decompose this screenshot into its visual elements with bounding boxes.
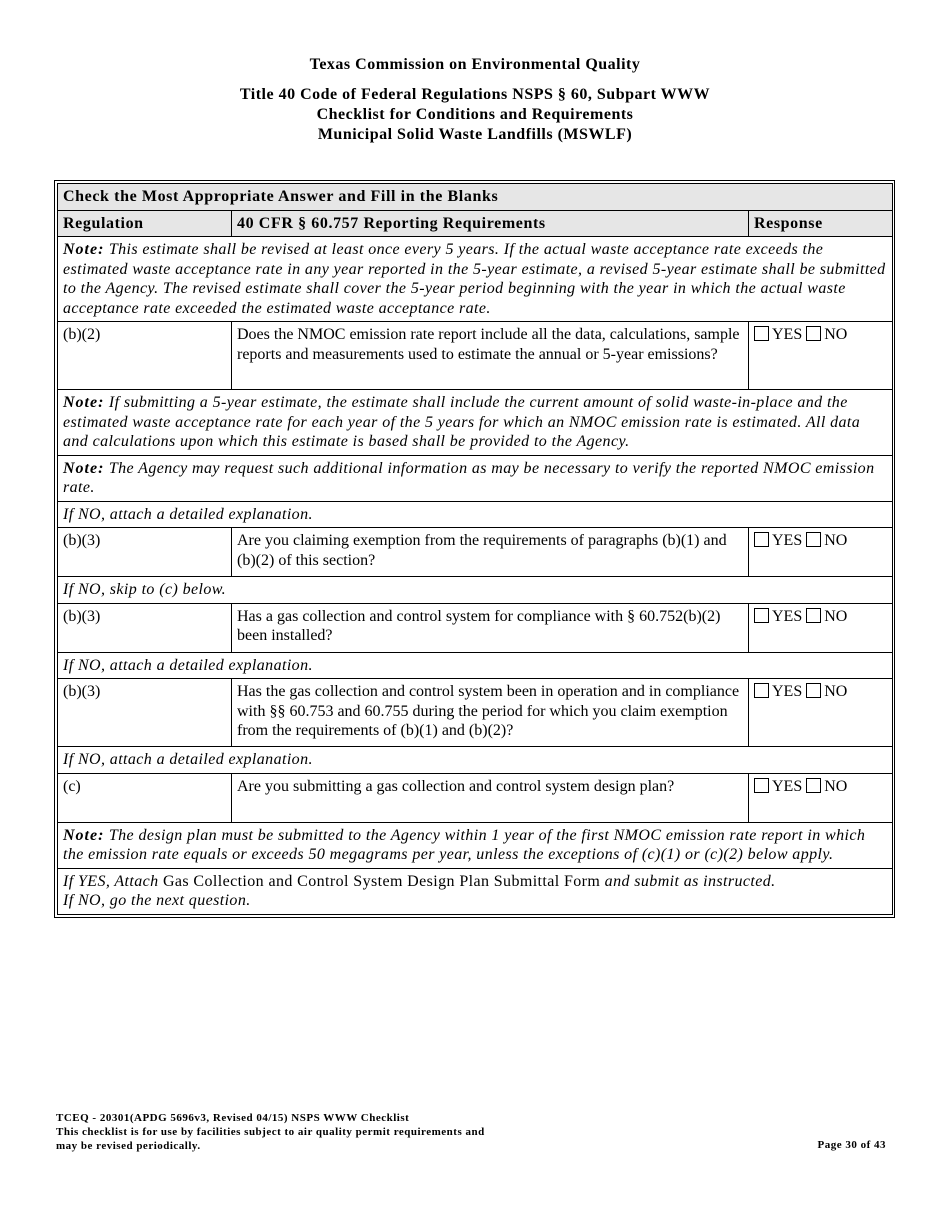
title-line-1: Title 40 Code of Federal Regulations NSPS § 60, Subpart WWW <box>239 86 711 103</box>
no-checkbox[interactable] <box>806 683 821 698</box>
question-text: Are you submitting a gas collection and control system design plan? <box>232 773 749 822</box>
title-line-2: Checklist for Conditions and Requirements <box>316 106 634 123</box>
header-row <box>58 210 893 237</box>
final-instruction <box>58 868 893 914</box>
response-cell <box>749 322 893 390</box>
note-3 <box>58 455 893 501</box>
question-row <box>58 603 893 652</box>
note-1 <box>58 237 893 322</box>
note-row <box>58 822 893 868</box>
question-text: Has the gas collection and control system been in operation and in compliance with §§ 60.753 and 60.755 during the period for which you claim exemption from the requirements of (b)(1) and (b)(2)? <box>232 679 749 747</box>
regulation-cell: (b)(3) <box>58 679 232 747</box>
no-label: NO <box>824 607 848 625</box>
footer-disclaimer-2: may be revised periodically. <box>56 1140 201 1152</box>
instruction-row <box>58 652 893 679</box>
column-header-requirements: 40 CFR § 60.757 Reporting Requirements <box>232 210 749 237</box>
page-number: Page 30 of 43 <box>817 1139 886 1151</box>
footer <box>56 1111 485 1153</box>
no-label: NO <box>824 532 848 549</box>
instruction-row <box>58 577 893 604</box>
response-cell <box>749 528 893 577</box>
footer-form-id: TCEQ - 20301(APDG 5696v3, Revised 04/15) NSPS WWW Checklist <box>56 1112 410 1124</box>
response-cell <box>749 773 893 822</box>
title-line-3: Municipal Solid Waste Landfills (MSWLF) <box>317 126 633 143</box>
if-no-text: If NO, go the next question. <box>63 892 251 909</box>
instruction-1: If NO, attach a detailed explanation. <box>58 501 893 528</box>
yes-label: YES <box>772 777 803 795</box>
yes-label: YES <box>772 532 803 549</box>
no-label: NO <box>824 683 848 700</box>
note-text: If submitting a 5-year estimate, the estimate shall include the current amount of solid waste-in-place and the estimated waste acceptance rate for each year of the 5 years for which an NMOC emission rate is estimated. All data and calculations upon which this estimate is based shall be provided to the Agency. <box>63 394 861 450</box>
note-text: The design plan must be submitted to the Agency within 1 year of the first NMOC emission rate report in which the emission rate equals or exceeds 50 megagrams per year, unless the exceptions of (c)(1) or (c)(2) below apply. <box>63 826 866 863</box>
question-text: Has a gas collection and control system for compliance with § 60.752(b)(2) been installed? <box>232 603 749 652</box>
yes-checkbox[interactable] <box>754 532 769 547</box>
note-label: Note: <box>63 241 105 258</box>
note-2 <box>58 390 893 456</box>
note-row <box>58 390 893 456</box>
note-row <box>58 237 893 322</box>
checklist-table <box>57 183 893 915</box>
submit-text: and submit as instructed. <box>604 872 776 890</box>
if-yes-text: If YES, Attach <box>63 872 159 890</box>
note-text: The Agency may request such additional information as may be necessary to verify the reported NMOC emission rate. <box>63 459 875 496</box>
note-label: Note: <box>63 459 105 477</box>
instruction-4: If NO, attach a detailed explanation. <box>58 747 893 774</box>
yes-label: YES <box>772 326 803 343</box>
question-row <box>58 773 893 822</box>
regulation-cell: (b)(3) <box>58 603 232 652</box>
instruction-3: If NO, attach a detailed explanation. <box>58 652 893 679</box>
banner: Check the Most Appropriate Answer and Fill in the Blanks <box>58 184 893 211</box>
instruction-row <box>58 868 893 914</box>
instruction-row <box>58 747 893 774</box>
question-text: Are you claiming exemption from the requirements of paragraphs (b)(1) and (b)(2) of this section? <box>232 528 749 577</box>
no-checkbox[interactable] <box>806 326 821 341</box>
response-cell <box>749 603 893 652</box>
instruction-row <box>58 501 893 528</box>
regulation-cell: (b)(2) <box>58 322 232 390</box>
no-checkbox[interactable] <box>806 532 821 547</box>
agency-title: Texas Commission on Environmental Quality <box>309 56 641 73</box>
no-checkbox[interactable] <box>806 778 821 793</box>
instruction-2: If NO, skip to (c) below. <box>58 577 893 604</box>
regulation-cell: (c) <box>58 773 232 822</box>
question-row <box>58 322 893 390</box>
column-header-response: Response <box>749 210 893 237</box>
question-row <box>58 528 893 577</box>
footer-disclaimer-1: This checklist is for use by facilities subject to air quality permit requirements and <box>56 1126 485 1138</box>
form-name: Gas Collection and Control System Design Plan Submittal Form <box>162 872 601 890</box>
no-checkbox[interactable] <box>806 608 821 623</box>
note-text: This estimate shall be revised at least once every 5 years. If the actual waste acceptance rate exceeds the estimated waste acceptance rate in any year reported in the 5-year estimate, a revised 5-year estimate shall be submitted to the Agency. The revised estimate shall cover the 5-year period beginning with the year in which the actual waste acceptance rate exceeded the estimated waste acceptance rate. <box>63 241 886 317</box>
question-row <box>58 679 893 747</box>
yes-label: YES <box>772 607 803 625</box>
yes-label: YES <box>772 683 803 700</box>
no-label: NO <box>824 326 848 343</box>
note-label: Note: <box>63 394 105 411</box>
regulation-cell: (b)(3) <box>58 528 232 577</box>
document-title <box>0 85 950 145</box>
yes-checkbox[interactable] <box>754 608 769 623</box>
banner-row <box>58 184 893 211</box>
note-4 <box>58 822 893 868</box>
yes-checkbox[interactable] <box>754 778 769 793</box>
question-text: Does the NMOC emission rate report include all the data, calculations, sample reports and measurements used to estimate the annual or 5-year emissions? <box>232 322 749 390</box>
no-label: NO <box>824 777 848 795</box>
checklist-frame <box>54 180 895 918</box>
response-cell <box>749 679 893 747</box>
yes-checkbox[interactable] <box>754 326 769 341</box>
note-label: Note: <box>63 826 105 844</box>
yes-checkbox[interactable] <box>754 683 769 698</box>
note-row <box>58 455 893 501</box>
column-header-regulation: Regulation <box>58 210 232 237</box>
